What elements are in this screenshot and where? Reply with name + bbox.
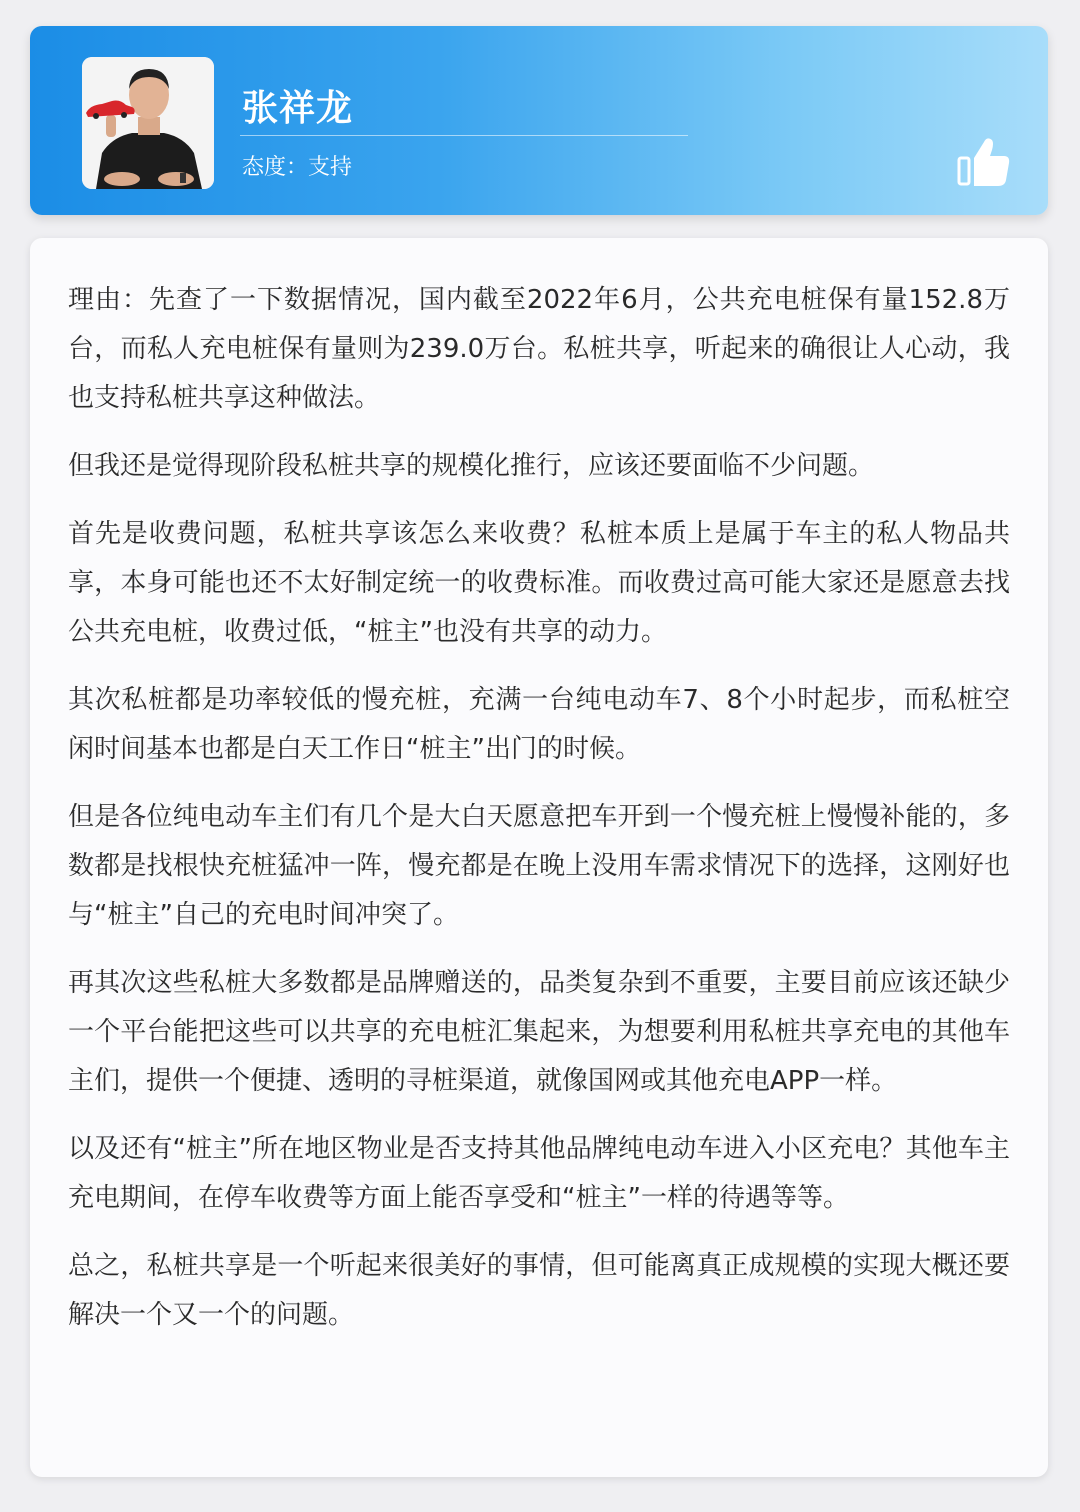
paragraph: 理由：先查了一下数据情况，国内截至2022年6月，公共充电桩保有量152.8万台，而私人充电桩保有量则为239.0万台。私桩共享，听起来的确很让人心动，我也支持私桩共享这种做法。: [68, 285, 1010, 413]
header-divider: [240, 135, 688, 136]
opinion-text: [68, 276, 1010, 1359]
thumbs-up-icon: [956, 136, 1012, 188]
paragraph: 以及还有“桩主”所在地区物业是否支持其他品牌纯电动车进入小区充电？其他车主充电期间，在停车收费等方面上能否享受和“桩主”一样的待遇等等。: [68, 1134, 1010, 1213]
author-name: 张祥龙: [242, 88, 354, 129]
opinion-content-card: [30, 238, 1048, 1477]
paragraph: 其次私桩都是功率较低的慢充桩，充满一台纯电动车7、8个小时起步，而私桩空闲时间基本也都是白天工作日“桩主”出门的时候。: [68, 685, 1010, 764]
paragraph: 总之，私桩共享是一个听起来很美好的事情，但可能离真正成规模的实现大概还要解决一个又一个的问题。: [68, 1251, 1010, 1330]
paragraph: 首先是收费问题，私桩共享该怎么来收费？私桩本质上是属于车主的私人物品共享，本身可能也还不太好制定统一的收费标准。而收费过高可能大家还是愿意去找公共充电桩，收费过低，“桩主”也没有共享的动力。: [68, 519, 1010, 647]
paragraph: 但我还是觉得现阶段私桩共享的规模化推行，应该还要面临不少问题。: [68, 451, 875, 481]
author-avatar: [82, 57, 214, 189]
paragraph: 再其次这些私桩大多数都是品牌赠送的，品类复杂到不重要，主要目前应该还缺少一个平台能把这些可以共享的充电桩汇集起来，为想要利用私桩共享充电的其他车主们，提供一个便捷、透明的寻桩渠道，就像国网或其他充电APP一样。: [68, 968, 1010, 1096]
paragraph: 但是各位纯电动车主们有几个是大白天愿意把车开到一个慢充桩上慢慢补能的，多数都是找根快充桩猛冲一阵，慢充都是在晚上没用车需求情况下的选择，这刚好也与“桩主”自己的充电时间冲突了。: [68, 802, 1010, 930]
stance-label: 态度：支持: [242, 155, 353, 180]
avatar-photo: [82, 57, 214, 189]
author-header-card: [30, 26, 1048, 215]
